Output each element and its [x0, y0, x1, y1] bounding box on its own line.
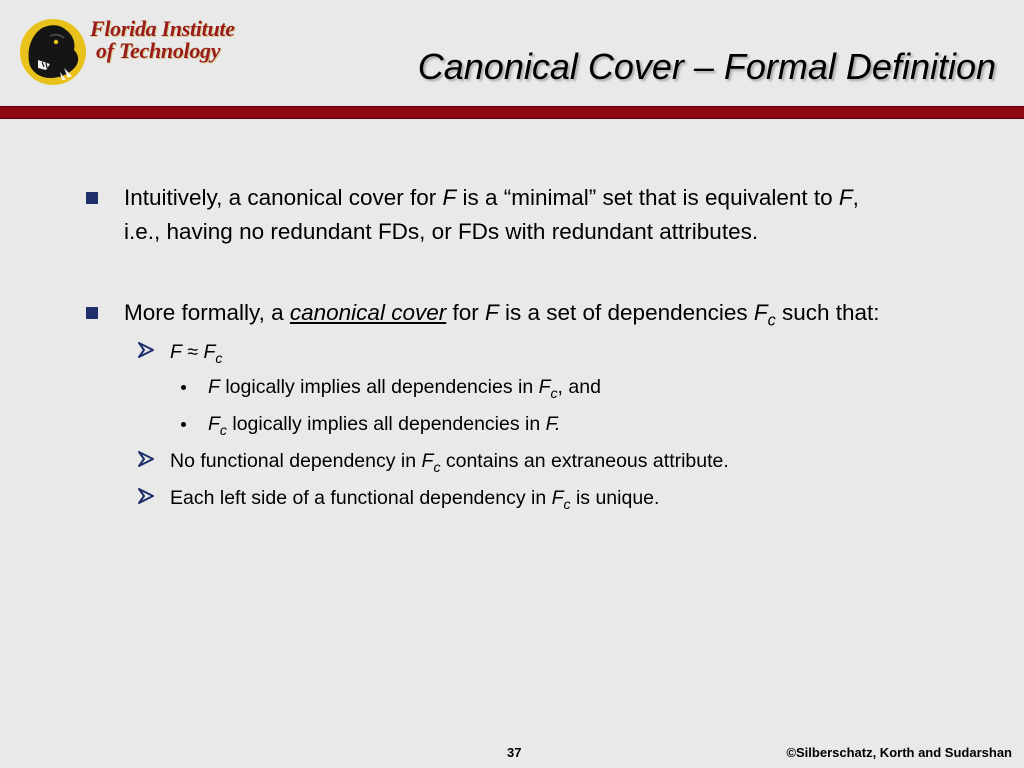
copyright: ©Silberschatz, Korth and Sudarshan — [786, 745, 1012, 760]
title-divider-bar — [0, 106, 1024, 119]
square-bullet-icon — [86, 307, 98, 319]
logo — [20, 14, 258, 90]
page-number: 37 — [507, 745, 522, 760]
arrow-bullet-icon — [137, 487, 155, 505]
arrow-bullet-icon — [137, 450, 155, 468]
term-canonical-cover: canonical cover — [289, 300, 447, 325]
arrow-bullet-icon — [137, 341, 155, 359]
dot-bullet-icon — [181, 422, 186, 427]
dot-bullet-icon — [181, 385, 186, 390]
logo-text — [90, 18, 235, 62]
logo-line-1: Florida Institute — [90, 16, 235, 41]
slide-title: Canonical Cover – Formal Definition — [417, 46, 996, 87]
logo-line-2: of Technology — [96, 38, 221, 63]
panther-mascot-icon — [20, 16, 86, 88]
square-bullet-icon — [86, 192, 98, 204]
